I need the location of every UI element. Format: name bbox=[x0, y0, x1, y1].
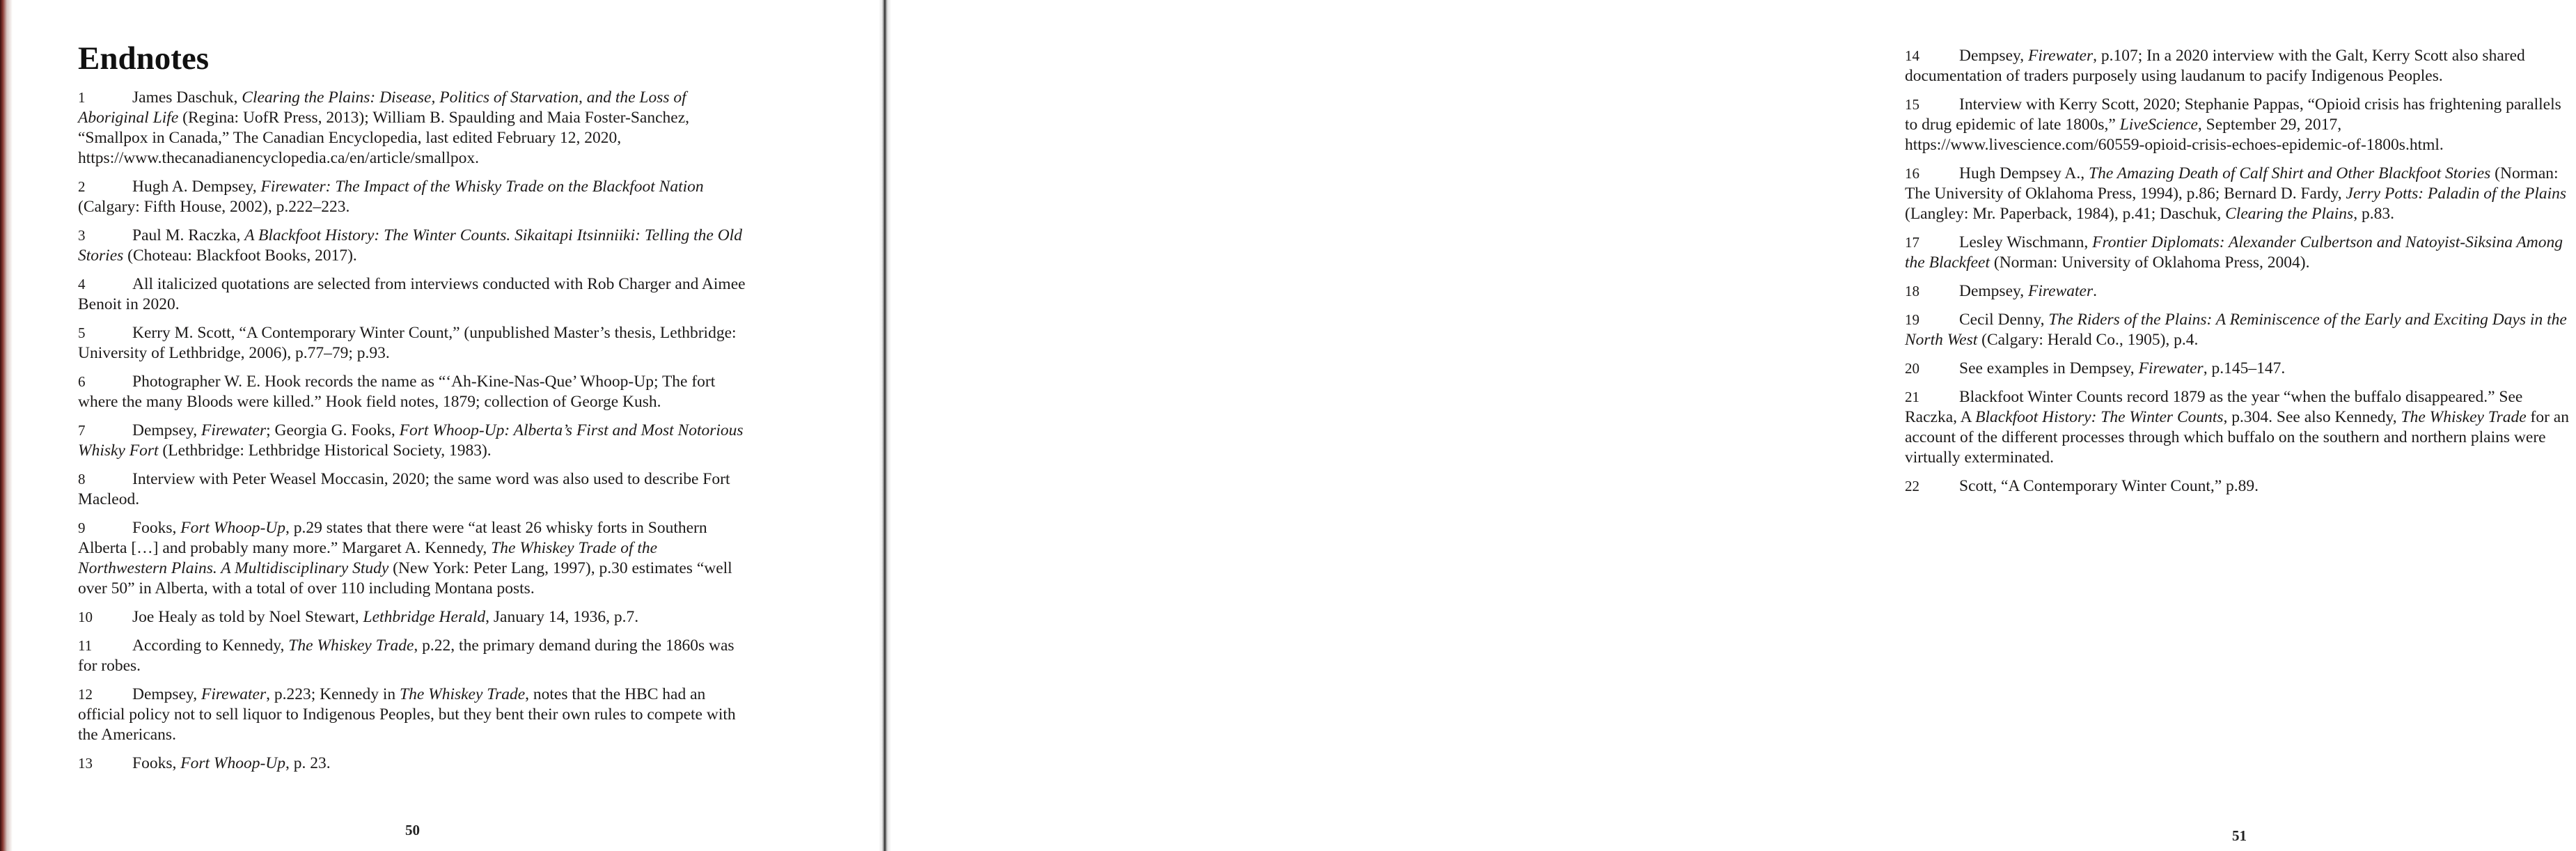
endnote bbox=[78, 88, 748, 169]
endnote-text: Hugh Dempsey A., bbox=[1959, 164, 2089, 182]
endnote-text: , p.145–147. bbox=[2203, 359, 2286, 377]
endnote-text: for an account of the different processes through which buffalo on the southern and northern plains were virtually exterminated. bbox=[1905, 408, 2569, 467]
page-number-left: 50 bbox=[405, 822, 420, 838]
endnote-text: , p.22, the primary demand during the 1860s was for robes. bbox=[78, 637, 735, 676]
endnote-number: 14 bbox=[1905, 47, 1919, 64]
endnote-title-text: The Amazing Death of Calf Shirt and Other Blackfoot Stories bbox=[2089, 164, 2491, 182]
endnote-number: 3 bbox=[78, 227, 86, 244]
endnote-title-text: Firewater bbox=[2138, 359, 2204, 377]
endnote-text: According to Kennedy, bbox=[132, 637, 289, 655]
endnote-text: (Lethbridge: Lethbridge Historical Society, 1983). bbox=[158, 442, 492, 460]
endnote bbox=[78, 323, 748, 364]
endnote bbox=[78, 226, 748, 266]
endnote-title-text: Firewater bbox=[2027, 282, 2094, 300]
page-number-right: 51 bbox=[2232, 827, 2247, 844]
endnote bbox=[78, 518, 748, 599]
endnote-number: 22 bbox=[1905, 478, 1919, 494]
endnote-title-text: Blackfoot History: The Winter Counts bbox=[1975, 408, 2224, 426]
endnote bbox=[78, 177, 748, 217]
endnote-number: 17 bbox=[1905, 234, 1919, 251]
right-page-content bbox=[1905, 46, 2576, 505]
endnote-text: Fooks, bbox=[132, 519, 181, 538]
endnote-text: (Norman: The University of Oklahoma Press, 1994), p.86; Bernard D. Fardy, bbox=[1905, 164, 2559, 203]
endnote-text: , p.107; In a 2020 interview with the Galt, Kerry Scott also shared documentation of traders purposely using laudanum to pacify Indigenous Peoples. bbox=[1905, 47, 2525, 85]
endnote bbox=[78, 754, 748, 774]
endnote-number: 9 bbox=[78, 520, 86, 537]
endnote-text: Lesley Wischmann, bbox=[1959, 233, 2093, 251]
endnote-text: Dempsey, bbox=[132, 685, 201, 704]
endnote-text: Interview with Peter Weasel Moccasin, 2020; the same word was also used to describe Fort Macleod. bbox=[78, 470, 730, 509]
endnote bbox=[78, 469, 748, 510]
endnote-number: 10 bbox=[78, 609, 93, 626]
endnote-number: 21 bbox=[1905, 389, 1919, 405]
endnote-title-text: Clearing the Plains bbox=[2225, 205, 2354, 223]
endnote-title-text: The Whiskey Trade bbox=[2401, 408, 2527, 426]
endnote-number: 20 bbox=[1905, 360, 1919, 377]
endnote-number: 2 bbox=[78, 178, 86, 196]
endnote bbox=[1905, 310, 2576, 350]
endnote-text: , January 14, 1936, p.7. bbox=[485, 608, 639, 627]
endnote-number: 11 bbox=[78, 637, 93, 655]
endnote-text: Joe Healy as told by Noel Stewart, bbox=[132, 608, 363, 627]
endnote-title-text: The Riders of the Plains: A Reminiscence of the Early and Exciting Days in the North West bbox=[1905, 311, 2567, 349]
endnote-title-text: Firewater bbox=[201, 421, 267, 440]
endnote bbox=[78, 372, 748, 412]
endnote-text: , p.29 states that there were “at least 26 whisky forts in Southern Alberta […] and probably many more.” Margaret A. Kennedy, bbox=[78, 519, 707, 558]
endnote-text: Photographer W. E. Hook records the name as “‘Ah-Kine-Nas-Que’ Whoop-Up; The fort where the many Bloods were killed.” Hook field notes, 1879; collection of George Kush. bbox=[78, 373, 716, 412]
endnote-text: (Regina: UofR Press, 2013); William B. Spaulding and Maia Foster-Sanchez, “Smallpox in Canada,” The Canadian Encyclopedia, last edited February 12, 2020, https://www.thecanadianencyclopedia.ca/en/article/smallpox. bbox=[78, 109, 690, 168]
endnote-text: Dempsey, bbox=[1959, 47, 2028, 65]
endnote bbox=[78, 636, 748, 676]
page-title: Endnotes bbox=[78, 40, 210, 77]
endnote-text: (Langley: Mr. Paperback, 1984), p.41; Daschuk, bbox=[1905, 205, 2226, 223]
endnote-text: (Calgary: Herald Co., 1905), p.4. bbox=[1977, 331, 2199, 349]
book-gutter bbox=[879, 0, 891, 851]
endnote-title-text: Firewater bbox=[201, 685, 267, 704]
endnote-text: (Norman: University of Oklahoma Press, 2004). bbox=[1990, 253, 2310, 272]
book-edge bbox=[0, 0, 13, 851]
endnote-title-text: Clearing the Plains: Disease, Politics of Starvation, and the Loss of Aboriginal Life bbox=[78, 88, 686, 127]
right-page bbox=[887, 0, 2569, 851]
endnote-number: 6 bbox=[78, 373, 86, 391]
endnote-number: 4 bbox=[78, 276, 86, 293]
endnote-title-text: Firewater bbox=[2027, 47, 2094, 65]
endnote-number: 16 bbox=[1905, 165, 1919, 182]
endnote-text: (Calgary: Fifth House, 2002), p.222–223. bbox=[78, 198, 350, 217]
endnote bbox=[1905, 233, 2576, 273]
endnote-title-text: A Blackfoot History: The Winter Counts. Sikaitapi Itsinniiki: Telling the Old Stories bbox=[78, 226, 742, 265]
endnote-title-text: Fort Whoop-Up bbox=[180, 754, 285, 773]
endnote-number: 5 bbox=[78, 325, 86, 342]
endnote-number: 13 bbox=[78, 755, 93, 772]
endnote bbox=[1905, 46, 2576, 86]
endnote-text: Cecil Denny, bbox=[1959, 311, 2049, 329]
endnote bbox=[78, 607, 748, 627]
endnote-title-text: The Whiskey Trade bbox=[400, 685, 526, 704]
endnote bbox=[1905, 476, 2576, 497]
endnote-text: Interview with Kerry Scott, 2020; Stephanie Pappas, “Opioid crisis has frightening parallels to drug epidemic of late 1800s,” bbox=[1905, 95, 2561, 134]
endnote-text: James Daschuk, bbox=[132, 88, 242, 107]
endnote-text: Kerry M. Scott, “A Contemporary Winter Count,” (unpublished Master’s thesis, Lethbridge: University of Lethbridge, 2006), p.77–79; p.93. bbox=[78, 324, 737, 363]
endnote bbox=[78, 685, 748, 745]
endnote-number: 7 bbox=[78, 422, 86, 439]
endnote-number: 8 bbox=[78, 471, 86, 488]
endnote bbox=[78, 421, 748, 461]
endnotes-list-right bbox=[1905, 46, 2576, 497]
endnote-title-text: Lethbridge Herald bbox=[363, 608, 486, 627]
endnote bbox=[1905, 281, 2576, 302]
endnote-title-text: Fort Whoop-Up: Alberta’s First and Most Notorious Whisky Fort bbox=[78, 421, 744, 460]
endnote-text: , p.223; Kennedy in bbox=[266, 685, 400, 704]
endnote-text: , September 29, 2017, https://www.livescience.com/60559-opioid-crisis-echoes-epidemic-of-1800s.html. bbox=[1905, 116, 2444, 154]
endnote-text: (Choteau: Blackfoot Books, 2017). bbox=[123, 247, 357, 265]
endnote bbox=[1905, 164, 2576, 224]
endnote bbox=[1905, 359, 2576, 379]
endnote-text: , p.304. See also Kennedy, bbox=[2223, 408, 2401, 426]
endnote-text: , p.83. bbox=[2353, 205, 2394, 223]
endnote-number: 19 bbox=[1905, 311, 1919, 328]
endnote bbox=[78, 274, 748, 315]
endnote-text: Hugh A. Dempsey, bbox=[132, 178, 261, 196]
endnote-text: See examples in Dempsey, bbox=[1959, 359, 2139, 377]
endnote-number: 1 bbox=[78, 89, 86, 107]
endnote-text: ; Georgia G. Fooks, bbox=[266, 421, 400, 440]
endnote-text: . bbox=[2093, 282, 2097, 300]
left-page bbox=[0, 0, 883, 851]
endnote bbox=[1905, 95, 2576, 155]
left-page-content bbox=[78, 39, 748, 782]
endnotes-list-left bbox=[78, 88, 748, 774]
endnote-title-text: Jerry Potts: Paladin of the Plains bbox=[2346, 185, 2567, 203]
endnote-text: , notes that the HBC had an official policy not to sell liquor to Indigenous Peoples, but they bent their own rules to compete with the Americans. bbox=[78, 685, 736, 744]
endnote-text: Scott, “A Contemporary Winter Count,” p.89. bbox=[1959, 477, 2259, 495]
endnote-text: All italicized quotations are selected from interviews conducted with Rob Charger and Aimee Benoit in 2020. bbox=[78, 275, 746, 314]
endnote bbox=[1905, 387, 2576, 468]
endnote-title-text: Firewater: The Impact of the Whisky Trade on the Blackfoot Nation bbox=[260, 178, 704, 196]
endnote-number: 18 bbox=[1905, 283, 1919, 299]
endnote-title-text: The Whiskey Trade bbox=[288, 637, 414, 655]
endnote-title-text: Frontier Diplomats: Alexander Culbertson and Natoyist-Siksina Among the Blackfeet bbox=[1905, 233, 2563, 272]
endnote-text: Fooks, bbox=[132, 754, 181, 773]
endnote-text: Dempsey, bbox=[132, 421, 201, 440]
endnote-title-text: Fort Whoop-Up bbox=[180, 519, 285, 538]
endnote-text: Blackfoot Winter Counts record 1879 as the year “when the buffalo disappeared.” See Raczka, A bbox=[1905, 388, 2523, 426]
endnote-title-text: The Whiskey Trade of the Northwestern Plains. A Multidisciplinary Study bbox=[78, 539, 658, 578]
endnote-text: Dempsey, bbox=[1959, 282, 2028, 300]
endnote-number: 15 bbox=[1905, 96, 1919, 113]
endnote-text: , p. 23. bbox=[285, 754, 331, 773]
endnote-number: 12 bbox=[78, 686, 93, 703]
endnote-text: Paul M. Raczka, bbox=[132, 226, 245, 245]
endnote-title-text: LiveScience bbox=[2119, 116, 2198, 134]
endnote-text: (New York: Peter Lang, 1997), p.30 estimates “well over 50” in Alberta, with a total of over 110 including Montana posts. bbox=[78, 559, 732, 598]
